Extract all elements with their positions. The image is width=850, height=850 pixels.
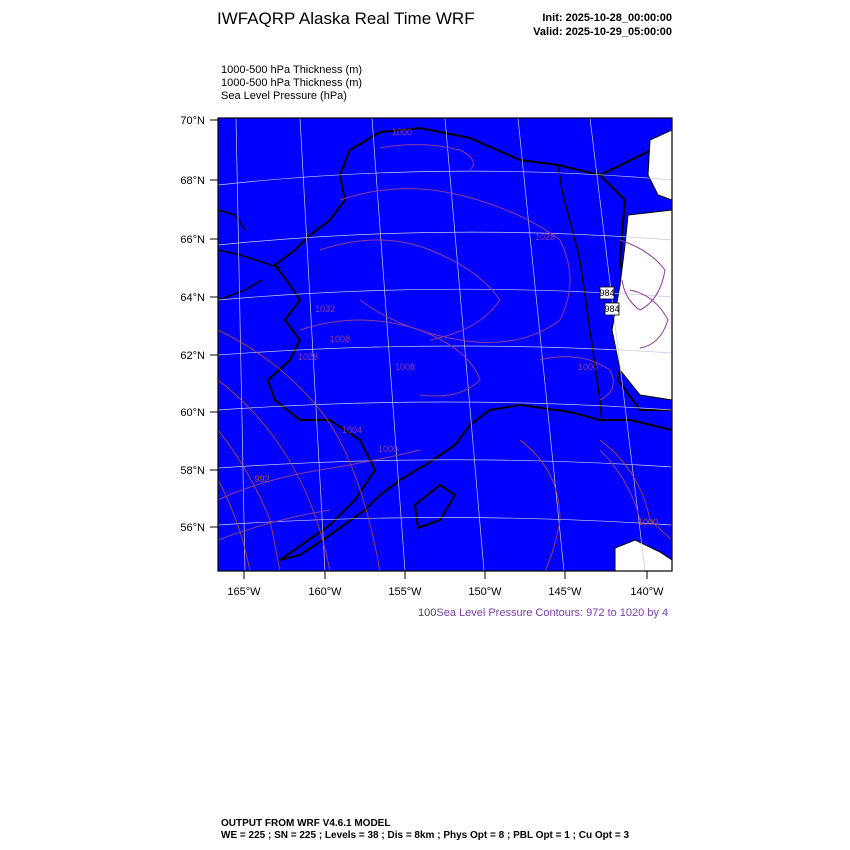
lon-label: 150°W [468, 586, 502, 598]
lon-label: 160°W [308, 586, 342, 598]
contour-label: 1000 [577, 362, 599, 372]
field-label-slp: Sea Level Pressure (hPa) [221, 90, 347, 102]
lat-label: 58°N [180, 465, 205, 477]
contour-label: 1028 [297, 352, 319, 362]
field-label-thickness-1: 1000-500 hPa Thickness (m) [221, 64, 363, 76]
lat-label: 60°N [180, 407, 205, 419]
lat-label: 56°N [180, 522, 205, 534]
field-label-thickness-2: 1000-500 hPa Thickness (m) [221, 77, 363, 89]
contour-label: 1028 [534, 232, 556, 242]
model-info: OUTPUT FROM WRF V4.6.1 MODEL [221, 818, 391, 829]
contour-label: 984 [599, 288, 615, 298]
lon-label: 140°W [630, 586, 664, 598]
contour-label: 1004 [341, 425, 363, 435]
init-time: Init: 2025-10-28_00:00:00 [542, 12, 672, 24]
contour-label: 984 [604, 304, 620, 314]
lat-ticks [210, 120, 218, 527]
lat-label: 68°N [180, 175, 205, 187]
contour-label: 1008 [394, 362, 416, 372]
legend [418, 607, 668, 619]
contour-label: 1008 [329, 334, 351, 344]
lat-label: 62°N [180, 350, 205, 362]
contour-label: 1000 [637, 517, 659, 527]
model-settings: WE = 225 ; SN = 225 ; Levels = 38 ; Dis = 8km ; Phys Opt = 8 ; PBL Opt = 1 ; Cu Opt = 3 [221, 830, 630, 841]
legend-text: Sea Level Pressure Contours: 972 to 1020 by 4 [436, 607, 669, 619]
legend-prefix: 100 [418, 607, 437, 619]
lon-label: 145°W [548, 586, 582, 598]
contour-label: 1000 [391, 127, 413, 137]
lat-label: 64°N [180, 292, 205, 304]
contour-label: 992 [254, 474, 270, 484]
lon-label: 155°W [388, 586, 422, 598]
lon-label: 165°W [227, 586, 261, 598]
lon-ticks [244, 571, 647, 579]
contour-label: 1000 [377, 444, 399, 454]
contour-label: 1032 [314, 304, 336, 314]
lat-label: 66°N [180, 234, 205, 246]
valid-time: Valid: 2025-10-29_05:00:00 [533, 26, 672, 38]
lat-label: 70°N [180, 115, 205, 127]
page-title: IWFAQRP Alaska Real Time WRF [217, 9, 475, 28]
